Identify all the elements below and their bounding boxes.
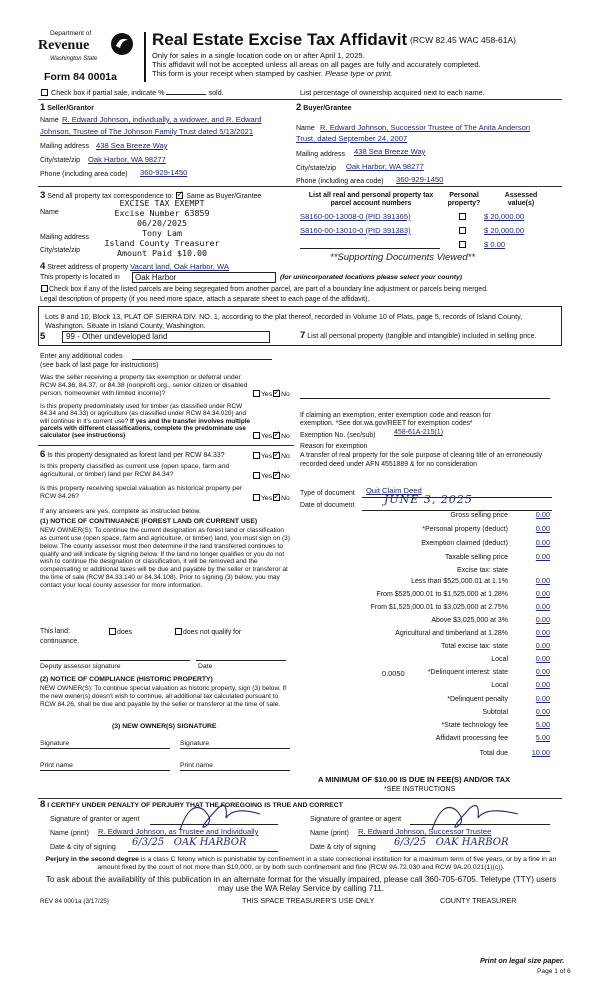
tax-row-label: Exemption claimed (deduct) (421, 540, 508, 547)
partial-sale-sold: sold. (208, 88, 224, 97)
yes-label: Yes (261, 433, 273, 440)
buyer-city[interactable]: Oak Harbor, WA 98277 (346, 162, 424, 171)
owner-signature-line-2[interactable] (180, 748, 290, 749)
q-historic: Is this property receiving special valuation as historical property per RCW 84.26? (40, 485, 243, 500)
section6-num: 6 (40, 449, 46, 460)
tax-row-label: Gross selling price (450, 512, 508, 519)
tax-row (300, 656, 562, 668)
partial-sale-checkbox[interactable] (41, 89, 48, 96)
does-label: does (117, 629, 132, 636)
perjury-bold: Perjury in the second degree (45, 856, 139, 863)
no-checkbox[interactable] (273, 472, 280, 479)
does-not-option (174, 628, 241, 637)
seller-phone-lbl: Phone (including area code) (40, 171, 128, 178)
no-label: No (281, 473, 290, 480)
deputy-date-line[interactable] (196, 660, 286, 661)
q-timber-answer (252, 432, 290, 441)
tax-row-label: Local (491, 656, 508, 663)
codes-note: (see back of last page for instructions) (40, 362, 159, 369)
street-address[interactable]: Vacant land, Oak Harbor, WA (130, 262, 229, 271)
yes-label: Yes (261, 453, 273, 460)
codes-lbl: Enter any additional codes (40, 353, 123, 360)
see-instructions: *SEE INSTRUCTIONS (384, 786, 456, 793)
tax-row (300, 696, 562, 708)
yes-checkbox[interactable] (253, 452, 260, 459)
reason-label: Reason for exemption (300, 443, 368, 450)
seller-heading (40, 103, 94, 114)
tax-row-value[interactable]: 0.00 (535, 694, 550, 703)
yes-checkbox[interactable] (253, 390, 260, 397)
tax-row-value[interactable]: 0.00 (535, 628, 550, 637)
parcels-head-acct: List all real and personal property tax parcel account numbers (308, 192, 434, 208)
no-checkbox[interactable] (273, 494, 280, 501)
tax-row (300, 617, 562, 629)
seller-name-lbl: Name (40, 117, 59, 124)
buyer-mail[interactable]: 438 Sea Breeze Way (354, 147, 426, 156)
minimum-due: A MINIMUM OF $10.00 IS DUE IN FEE(S) AND/OR TAX (318, 775, 511, 784)
tax-row-label: *State technology fee (441, 722, 508, 729)
grantor-date-label: Date & city of signing (50, 844, 116, 851)
partial-sale-row (40, 89, 224, 97)
local-rate: 0.0050 (382, 669, 405, 678)
doc-type[interactable]: Quit Claim Deed (366, 486, 422, 495)
no-checkbox[interactable] (273, 390, 280, 397)
form-id: Form 84 0001a (44, 71, 117, 83)
parcel-acct[interactable]: S8160-00-13010-0 (PID 391383) (300, 226, 411, 235)
parcel-acct[interactable]: S8160-00-13008-0 (PID 391365) (300, 212, 411, 221)
street-label: Street address of property (47, 264, 129, 271)
supporting-docs-note: **Supporting Documents Viewed** (330, 252, 476, 263)
segregated-row (40, 285, 488, 294)
parcel-personal-checkbox[interactable] (459, 227, 466, 234)
partial-sale-label: Check box if partial sale, indicate % (51, 88, 165, 97)
tax-row-label: Total excise tax: state (441, 643, 508, 650)
q-historic-answer (252, 494, 290, 503)
yes-checkbox[interactable] (253, 494, 260, 501)
tax-row-label: Affidavit processing fee (435, 735, 508, 742)
parcel-acct[interactable] (300, 241, 440, 249)
does-option (108, 628, 132, 637)
tax-row-value[interactable]: 0.00 (535, 589, 550, 598)
this-land-label: This land: (40, 628, 70, 635)
seller-name-line2[interactable]: Johnson, Trustee of The Johnson Family Trust dated 5/13/2021 (40, 127, 254, 136)
legal-label: Legal description of property (if you need more space, attach a separate sheet to each page of the affidavit). (40, 296, 370, 303)
owner-print-line-2[interactable] (180, 770, 290, 771)
tax-row-label: Subtotal (482, 709, 508, 716)
tax-table (300, 512, 562, 812)
grantee-date-line (390, 851, 550, 852)
no-checkbox[interactable] (273, 452, 280, 459)
additional-codes-input[interactable] (132, 359, 272, 360)
tax-row-label: Agricultural and timberland at 1.28% (395, 630, 508, 637)
seller-name-line1[interactable]: R. Edward Johnson, individually, a widower, and R. Edward (62, 115, 262, 124)
grantor-date[interactable]: 6/3/25 OAK HARBOR (132, 837, 247, 848)
tax-row (300, 669, 562, 681)
seller-mail-lbl: Mailing address (40, 143, 90, 150)
parcels-head-assessed: Assessed value(s) (504, 192, 538, 208)
certify-text: I CERTIFY UNDER PENALTY OF PERJURY THAT THE FOREGOING IS TRUE AND CORRECT (47, 802, 343, 809)
buyer-name-line1[interactable]: R. Edward Johnson, Successor Trustee of The Anita Anderson (320, 123, 531, 132)
stamp-line: Amount Paid $10.00 (117, 247, 207, 258)
notice1-text: NEW OWNER(S): To continue the current designation as forest land or classification as current use (open space, farm and agriculture, or timber) land, you must sign on (3) below. The county assessor must then determine if the land transferred continues to qualify and will indicate by signing below. If the land no longer qualifies or you do not wish to continue the designation or classification, it will be removed and the compensating or additional taxes will be due and payable by the seller or transferor at the time of sale (RCW 84.33.140 or 84.34.108). Prior to signing (3) below, you may contact your local county assessor for more information. (40, 527, 290, 589)
revenue-swirl-icon (110, 32, 134, 56)
tax-row-label: Total due (479, 750, 508, 757)
seller-phone[interactable]: 360-929-1450 (140, 168, 188, 177)
buyer-phone[interactable]: 360-929-1450 (396, 175, 444, 184)
q-exemption: Was the seller receiving a property tax exemption or deferral under RCW 84.36, 84.37, or 84.38 (nonprofit org., senior citizen or disabled person, homeowner with limited income)? (40, 374, 248, 397)
stamp-line: 06/20/2025 (137, 217, 187, 228)
stamp-line: Island County Treasurer (104, 237, 220, 248)
doc-date-label: Date of document (300, 502, 355, 509)
section3-num: 3 (40, 190, 46, 201)
buyer-num: 2 (296, 102, 302, 113)
treasurer-only: THIS SPACE TREASURER'S USE ONLY (242, 896, 375, 905)
parcel-value[interactable]: $ 20,000.00 (484, 212, 525, 221)
owner-print-line[interactable] (40, 770, 170, 771)
grantor-name[interactable]: R. Edward Johnson, as Trustee and Individually (98, 827, 259, 836)
tax-row-value[interactable]: 0.00 (535, 680, 550, 689)
exempt-no-row (300, 432, 375, 440)
reason-text[interactable]: A transfer of real property for the sole purpose of clearing title of an erroneously recorded deed under AFN 4551889 & for no consideration (300, 452, 543, 468)
section8-num: 8 (40, 799, 46, 810)
section3-text: Send all property tax correspondence to: (47, 193, 174, 200)
buyer-heading (296, 103, 352, 114)
seller-mail[interactable]: 438 Sea Breeze Way (96, 141, 168, 150)
owner-signature-line[interactable] (40, 748, 170, 749)
location-select[interactable] (132, 272, 276, 283)
use-code-value: 99 - Other undeveloped land (66, 332, 168, 341)
deputy-label: Deputy assessor signature (40, 663, 121, 670)
this-land-row (40, 628, 70, 636)
grantee-date[interactable]: 6/3/25 OAK HARBOR (394, 837, 509, 848)
q-timber-text: Is this property predominately used for timber (as classified under RCW 84.34 and 84.33) or agriculture (as classified under RCW 84.34.020) and will continue in it's current use? (40, 403, 247, 425)
yes-label: Yes (261, 473, 273, 480)
notice3-heading: (3) NEW OWNER(S) SIGNATURE (112, 723, 217, 730)
treasurer-stamp (92, 199, 232, 259)
tax-row-value[interactable]: 0.00 (535, 667, 550, 676)
tax-row-value[interactable]: 0.00 (535, 510, 550, 519)
grantee-date-label: Date & city of signing (310, 844, 376, 851)
tax-row (300, 643, 562, 655)
perjury-text: is a class C felony which is punishable by confinement in a state correctional institution for a maximum term of five years, or by a fine in an amount fixed by the court of not more than $10,000, or by both such confinement and fine (RCW 9A.72.030 and RCW 9A.20.021(1)(c)). (97, 856, 557, 872)
tax-row-value[interactable]: 5.00 (535, 733, 550, 742)
header-divider (144, 32, 146, 82)
header-sub3 (152, 70, 393, 79)
divider-s2 (38, 186, 562, 187)
seller-heading-text: Seller/Grantor (47, 105, 94, 112)
personal-property-input[interactable] (300, 398, 550, 399)
stamp-line: EXCISE TAX EXEMPT (119, 198, 205, 208)
grantee-name-label: Name (print) (310, 830, 349, 837)
buyer-name-lbl: Name (296, 125, 315, 132)
q-forest-answer (252, 452, 290, 461)
header-sub1: Only for sales in a single location code on or after April 1, 2025. (152, 51, 365, 60)
located-row (40, 274, 120, 282)
ownership-note: List percentage of ownership acquired next to each name. (300, 88, 485, 97)
buyer-heading-text: Buyer/Grantee (303, 105, 352, 112)
parcel-row (300, 241, 560, 250)
section4-num: 4 (40, 261, 46, 272)
grantor-sig-label: Signature of grantor or agent (50, 816, 140, 823)
tax-row (300, 591, 562, 603)
legal-paper: Print on legal size paper. (480, 956, 565, 965)
q-exemption-answer (252, 390, 290, 399)
located-note: (for unincorporated locations please select your county) (280, 274, 463, 281)
buyer-name-line2[interactable]: Trust, dated September 24, 2007 (296, 134, 408, 143)
tax-row (300, 554, 562, 566)
owner-signature-label-2: Signature (180, 740, 210, 747)
does-not-label: does not qualify for (183, 629, 242, 636)
seller-city-lbl: City/state/zip (40, 157, 81, 164)
logo-dept-state: Washington State (50, 56, 98, 62)
parcel-value[interactable]: $ 0.00 (484, 240, 506, 249)
header-sub2: This affidavit will not be accepted unless all areas on all pages are fully and accurately completed. (152, 60, 481, 69)
notice1-heading: (1) NOTICE OF CONTINUANCE (FOREST LAND OR CURRENT USE) (40, 518, 258, 525)
yes-checkbox[interactable] (253, 432, 260, 439)
tax-row-value[interactable]: 0.00 (535, 707, 550, 716)
continuance-label: continuance. (40, 638, 80, 645)
parcels-head-personal: Personal property? (447, 192, 481, 208)
tax-row-label: Above $3,025,000 at 3% (431, 617, 508, 624)
header-sub3-text: This form is your receipt when stamped by cashier. (152, 69, 323, 78)
partial-sale-pct[interactable] (166, 94, 206, 95)
logo-dept-main: Revenue (38, 38, 90, 53)
q-current-use: Is this property classified as current use (open space, farm and agricultural, or timber) land per RCW 84.34? (40, 463, 230, 478)
tax-row (300, 540, 562, 552)
tax-row-label: From $1,525,000.01 to $3,025,000 at 2.75% (370, 604, 508, 611)
tax-row (300, 750, 562, 762)
relay-notice: To ask about the availability of this publication in an alternate format for the visually impaired, please call 360-705-6705. Teletype (TTY) users may use the WA Relay Service by calling 711. (45, 875, 557, 894)
legal-description: Lots 8 and 10, Block 13, PLAT OF SIERRA DIV. NO. 1, according to the plat thereof, recorded in Volume 10 of Plats, page 5, records of Island County, Washington. Situate in Island County, Washington. (45, 312, 523, 331)
section3-mail-lbl: Mailing address (40, 234, 90, 241)
tax-row (300, 735, 562, 747)
segregated-checkbox[interactable] (41, 285, 48, 292)
buyer-mail-lbl: Mailing address (296, 151, 346, 158)
no-label: No (281, 495, 290, 502)
section7-num: 7 (300, 330, 306, 341)
section3-city-lbl: City/state/zip (40, 247, 81, 254)
use-code-select[interactable] (62, 331, 270, 343)
parcel-row (300, 227, 560, 236)
tax-row (300, 604, 562, 616)
tax-row-value[interactable]: 0.00 (535, 641, 550, 650)
seller-city[interactable]: Oak Harbor, WA 98277 (88, 155, 166, 164)
yes-label: Yes (261, 495, 273, 502)
tax-row-value[interactable]: 0.00 (535, 524, 550, 533)
section7-text: List all personal property (tangible and intangible) included in selling price. (307, 333, 537, 340)
tax-row-value[interactable]: 0.00 (535, 602, 550, 611)
tax-row-value[interactable]: 0.00 (535, 615, 550, 624)
stamp-line: Excise Number 63859 (114, 207, 210, 218)
tax-row (300, 709, 562, 721)
form-citation: (RCW 82.45 WAC 458-61A) (410, 35, 516, 45)
section7-heading (300, 331, 550, 342)
parcel-row (300, 213, 560, 222)
exempt-no-label: Exemption No. (sec/sub) (300, 432, 376, 439)
buyer-phone-lbl: Phone (including area code) (296, 178, 384, 185)
parcel-personal-checkbox[interactable] (459, 241, 466, 248)
owner-signature-label: Signature (40, 740, 70, 747)
tax-row-value[interactable]: 0.00 (535, 654, 550, 663)
location-value: Oak Harbor (135, 273, 177, 282)
doc-type-label: Type of document (300, 490, 355, 497)
tax-row-label: Local (491, 682, 508, 689)
deputy-signature-line[interactable] (40, 660, 190, 661)
tax-row-value[interactable]: 5.00 (535, 720, 550, 729)
parcel-personal-checkbox[interactable] (459, 213, 466, 220)
yes-label: Yes (261, 391, 273, 398)
grantor-name-label: Name (print) (50, 830, 89, 837)
county-treasurer: COUNTY TREASURER (440, 896, 517, 905)
tax-row-label: *Delinquent interest: state (427, 669, 508, 676)
tax-row-value[interactable]: 10.00 (531, 748, 550, 757)
tax-row (300, 682, 562, 694)
located-label: This property is located in (40, 274, 120, 281)
parcel-value[interactable]: $ 20,000.00 (484, 226, 525, 235)
tax-row (300, 526, 562, 538)
tax-row (300, 578, 562, 590)
logo-dept-top: Department of (50, 30, 92, 37)
doc-date[interactable]: JUNE 3, 2025 (384, 493, 473, 506)
tax-row (300, 722, 562, 734)
section5-num: 5 (40, 331, 46, 342)
tax-row-label: From $525,000.01 to $1,525,000 at 1.28% (376, 591, 508, 598)
owner-print-label-2: Print name (180, 762, 213, 769)
dor-logo (38, 30, 136, 70)
owner-print-label: Print name (40, 762, 73, 769)
divider-s5 (38, 445, 294, 446)
no-label: No (281, 453, 290, 460)
exempt-text: If claiming an exemption, enter exemption code and reason for exemption. *See dor.wa.gov/REET for exemption codes* (300, 412, 491, 427)
grantee-sig-label: Signature of grantee or agent (310, 816, 402, 823)
does-not-checkbox[interactable] (175, 628, 182, 635)
grantee-name[interactable]: R. Edward Johnson, Successor Trustee (358, 827, 492, 836)
no-checkbox[interactable] (273, 432, 280, 439)
no-label: No (281, 391, 290, 398)
divider-top (38, 99, 562, 100)
perjury-notice (40, 856, 562, 872)
tax-row-label: Less than $525,000.01 at 1.1% (411, 578, 508, 585)
page-number: Page 1 of 6 (537, 968, 571, 975)
tax-row (300, 630, 562, 642)
tax-row-label: Excise tax: state (457, 567, 508, 574)
same-as-buyer-label: Same as Buyer/Grantee (186, 193, 262, 200)
q-timber (40, 403, 252, 440)
seller-num: 1 (40, 102, 46, 113)
tax-row-value[interactable]: 0.00 (535, 552, 550, 561)
if-any-note: If any answers are yes, complete as instructed below. (40, 508, 201, 515)
rev-number: REV 84 0001a (3/17/25) (40, 898, 109, 905)
exempt-no[interactable]: 458-61A-215(1) (394, 429, 444, 436)
deputy-date-label: Date (198, 663, 213, 670)
tax-row-label: *Delinquent penalty (447, 696, 508, 703)
segregated-label: Check box if any of the listed parcels are being segregated from another parcel, are part of a boundary line adjustment or parcels being merged. (49, 286, 488, 293)
notice2-text: NEW OWNER(S): To continue special valuation as historic property, sign (3) below. If the new owner(s) doesn't wish to continue, all additional tax calculated pursuant to RCW 84.26, shall be due and payable by the seller or transferor at the time of sale. (40, 685, 287, 708)
tax-row (300, 512, 562, 524)
notice2-heading: (2) NOTICE OF COMPLIANCE (HISTORIC PROPERTY) (40, 676, 213, 683)
tax-row-label: *Personal property (deduct) (422, 526, 508, 533)
header-sub3-em: Please type or print. (325, 69, 393, 78)
tax-row-label: Taxable selling price (444, 554, 508, 561)
section3-name-lbl: Name (40, 209, 59, 216)
q-forest (40, 450, 252, 461)
form-title: Real Estate Excise Tax Affidavit (152, 30, 408, 49)
does-checkbox[interactable] (109, 628, 116, 635)
tax-row-value[interactable]: 0.00 (535, 576, 550, 585)
grantor-date-line (128, 851, 278, 852)
yes-checkbox[interactable] (253, 472, 260, 479)
no-label: No (281, 433, 290, 440)
stamp-line: Tony Lam (142, 227, 182, 238)
q-current-use-answer (252, 472, 290, 481)
q-timber-bold: If yes and the transfer involves multiple parcels with different classifications, complete the predominate use calculator (see instructions) (40, 417, 251, 440)
buyer-city-lbl: City/state/zip (296, 165, 337, 172)
q-forest-text: Is this property designated as forest land per RCW 84.33? (47, 452, 225, 459)
tax-row-value[interactable]: 0.00 (535, 538, 550, 547)
